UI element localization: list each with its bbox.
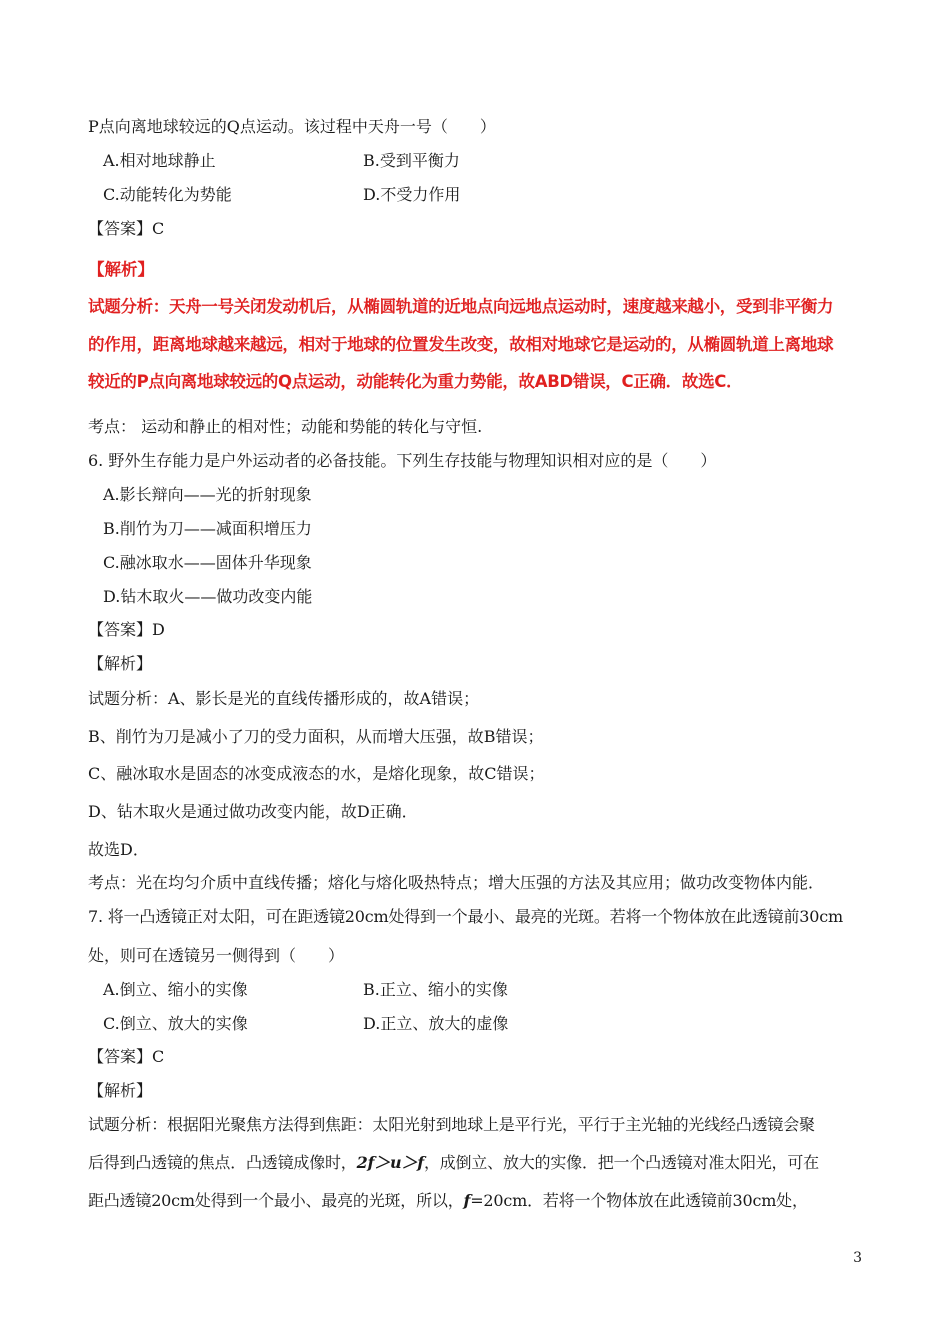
q5-option-a: A.相对地球静止 bbox=[103, 151, 216, 170]
q5-kaodian: 考点： 运动和静止的相对性；动能和势能的转化与守恒. bbox=[88, 417, 483, 436]
q7-analysis-line-3 bbox=[88, 1191, 808, 1211]
q6-analysis-line-1: 试题分析：A、影长是光的直线传播形成的，故A错误； bbox=[88, 689, 480, 708]
q7-analysis-line-3-part-a: 距凸透镜20cm处得到一个最小、最亮的光斑，所以， bbox=[88, 1191, 464, 1210]
q5-analysis-heading: 【解析】 bbox=[88, 260, 154, 279]
q7-analysis-line-1: 试题分析：根据阳光聚焦方法得到焦距：太阳光射到地球上是平行光，平行于主光轴的光线经凸透镜会聚 bbox=[88, 1115, 815, 1134]
q7-answer: 【答案】C bbox=[88, 1047, 165, 1066]
q7-analysis-line-2-part-a: 后得到凸透镜的焦点．凸透镜成像时， bbox=[88, 1153, 357, 1172]
q5-option-d: D.不受力作用 bbox=[363, 185, 461, 204]
q6-option-b: B.削竹为刀——减面积增压力 bbox=[103, 519, 312, 538]
q6-option-a: A.影长辩向——光的折射现象 bbox=[103, 485, 312, 504]
q7-analysis-line-2 bbox=[88, 1153, 819, 1173]
q7-analysis-line-2-part-b: ，成倒立、放大的实像．把一个凸透镜对准太阳光，可在 bbox=[423, 1153, 819, 1172]
q6-analysis-line-2: B、削竹为刀是减小了刀的受力面积，从而增大压强，故B错误； bbox=[88, 727, 544, 746]
q6-stem: 6. 野外生存能力是户外运动者的必备技能。下列生存技能与物理知识相对应的是（ ） bbox=[88, 451, 717, 470]
q5-option-c: C.动能转化为势能 bbox=[103, 185, 232, 204]
page-number: 3 bbox=[853, 1250, 862, 1266]
q7-option-b: B.正立、缩小的实像 bbox=[363, 980, 508, 999]
q6-analysis-line-4: D、钻木取火是通过做功改变内能，故D正确． bbox=[88, 802, 418, 821]
q7-formula-2f-u-f: 2f＞u＞f bbox=[356, 1153, 424, 1172]
q6-analysis-line-3: C、融冰取水是固态的冰变成液态的水，是熔化现象，故C错误； bbox=[88, 764, 545, 783]
q5-analysis-line-2: 的作用，距离地球越来越远，相对于地球的位置发生改变，故相对地球它是运动的，从椭圆轨道上离地球 bbox=[88, 335, 834, 354]
q6-option-d: D.钻木取火——做功改变内能 bbox=[103, 587, 313, 606]
q7-formula-f: f bbox=[463, 1191, 471, 1210]
q5-answer: 【答案】C bbox=[88, 219, 165, 238]
q7-stem-line-1: 7. 将一凸透镜正对太阳，可在距透镜20cm处得到一个最小、最亮的光斑。若将一个物体放在此透镜前30cm bbox=[88, 907, 843, 926]
q7-option-d: D.正立、放大的虚像 bbox=[363, 1014, 509, 1033]
q6-kaodian: 考点：光在均匀介质中直线传播；熔化与熔化吸热特点；增大压强的方法及其应用；做功改变物体内能． bbox=[88, 873, 825, 892]
q7-option-c: C.倒立、放大的实像 bbox=[103, 1014, 248, 1033]
q7-option-a: A.倒立、缩小的实像 bbox=[103, 980, 248, 999]
q6-conclusion: 故选D． bbox=[88, 840, 149, 859]
q7-analysis-line-3-part-b: =20cm．若将一个物体放在此透镜前30cm处， bbox=[470, 1191, 808, 1210]
q5-analysis-line-3: 较近的P点向离地球较远的Q点运动，动能转化为重力势能，故ABD错误，C正确．故选C． bbox=[88, 372, 743, 391]
q6-analysis-heading: 【解析】 bbox=[88, 654, 153, 673]
q5-analysis-line-1: 试题分析：天舟一号关闭发动机后，从椭圆轨道的近地点向远地点运动时，速度越来越小，受到非平衡力 bbox=[88, 297, 834, 316]
q5-option-b: B.受到平衡力 bbox=[363, 151, 460, 170]
q7-analysis-heading: 【解析】 bbox=[88, 1081, 153, 1100]
q6-option-c: C.融冰取水——固体升华现象 bbox=[103, 553, 312, 572]
q7-stem-line-2: 处，则可在透镜另一侧得到（ ） bbox=[88, 946, 345, 965]
q6-answer: 【答案】D bbox=[88, 620, 165, 639]
q5-stem-tail: P点向离地球较远的Q点运动。该过程中天舟一号（ ） bbox=[88, 117, 496, 136]
